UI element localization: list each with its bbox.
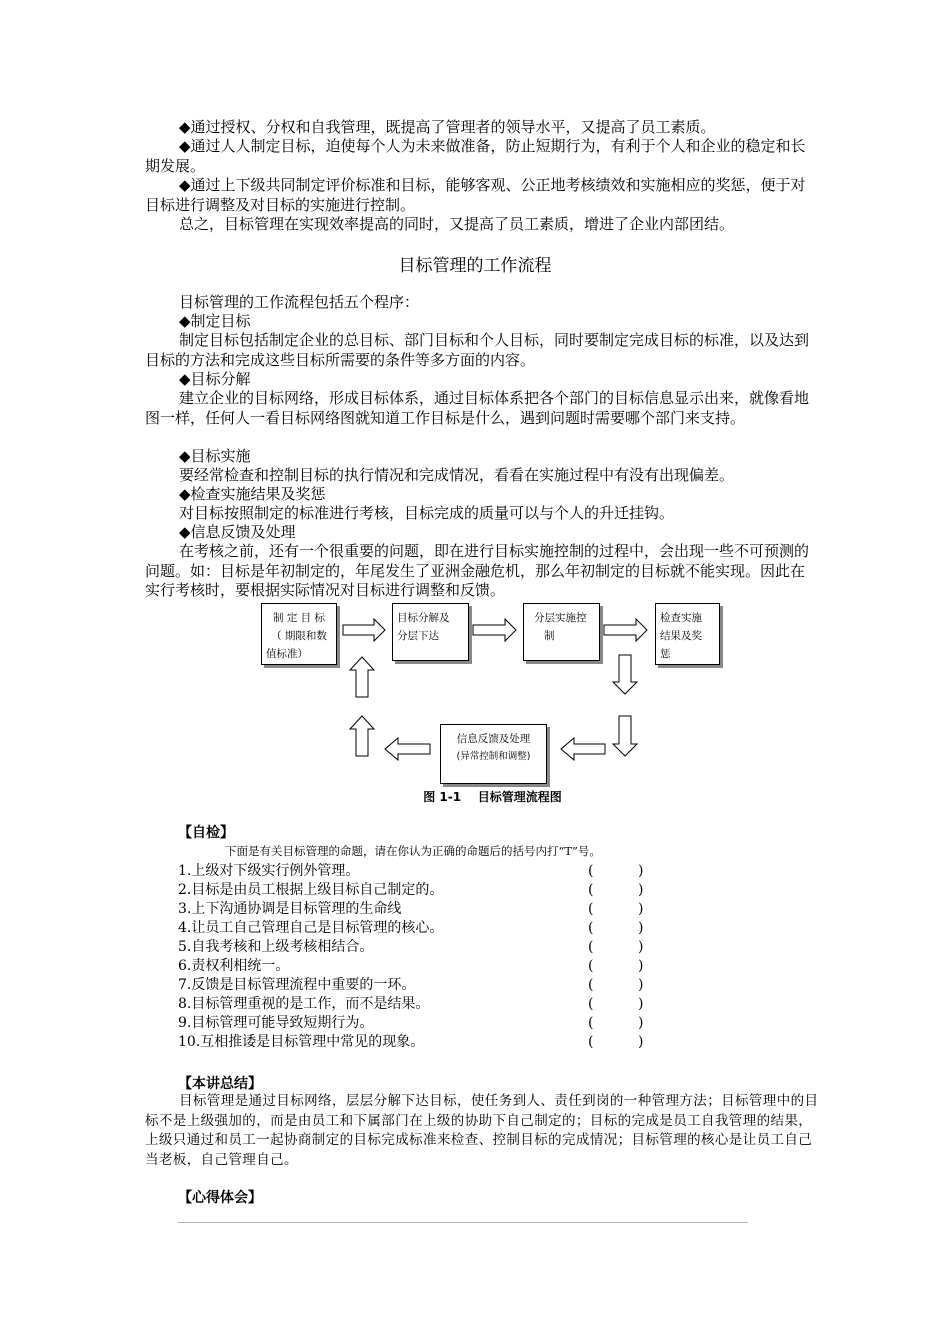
answer-bracket[interactable]: ( ) (588, 901, 644, 917)
answer-bracket[interactable]: ( ) (588, 863, 644, 879)
box1-line2: （ 期限和数 (271, 630, 327, 642)
question-row (178, 938, 658, 957)
arrow-left-2 (385, 738, 430, 760)
flow-box-review (655, 603, 720, 665)
intro-bullet-1: ◆通过授权、分权和自我管理，既提高了管理者的领导水平，又提高了员工素质。 (179, 118, 716, 136)
question-text: 4.让员工自己管理自己是目标管理的核心。 (178, 920, 444, 936)
answer-bracket[interactable]: ( ) (588, 1015, 644, 1031)
arrow-up-2 (350, 657, 374, 697)
box2-line2: 分层下达 (397, 630, 439, 642)
question-text: 5.自我考核和上级考核相结合。 (178, 939, 374, 955)
arrow-up-1 (350, 716, 374, 756)
intro-bullet-3: ◆通过上下级共同制定评价标准和目标，能够客观、公正地考核绩效和实施相应的奖惩，便于对目标进行调整及对目标的实施进行控制。 (145, 176, 806, 214)
question-text: 2.目标是由员工根据上级目标自己制定的。 (178, 882, 444, 898)
arrow-down-2 (613, 716, 637, 756)
question-text: 10.互相推诿是目标管理中常见的现象。 (178, 1034, 425, 1050)
box5-line2: (异常控制和调整) (456, 751, 531, 762)
box4-line3: 惩 (660, 648, 671, 660)
box3-line1: 分层实施控 (534, 612, 587, 624)
arrow-right-3 (604, 619, 647, 641)
question-text: 8.目标管理重视的是工作，而不是结果。 (178, 996, 430, 1012)
workflow-heading: 目标管理的工作流程 (398, 256, 552, 276)
arrow-right-1 (343, 619, 385, 641)
intro-conclusion: 总之，目标管理在实现效率提高的同时，又提高了员工素质，增进了企业内部团结。 (179, 215, 735, 233)
question-row (178, 976, 658, 995)
answer-bracket[interactable]: ( ) (588, 920, 644, 936)
question-text: 9.目标管理可能导致短期行为。 (178, 1015, 374, 1031)
answer-bracket[interactable]: ( ) (588, 939, 644, 955)
flow-box-decompose (392, 603, 469, 661)
question-row (178, 900, 658, 919)
question-text: 7.反馈是目标管理流程中重要的一环。 (178, 977, 416, 993)
answer-bracket[interactable]: ( ) (588, 977, 644, 993)
question-text: 3.上下沟通协调是目标管理的生命线 (178, 901, 402, 917)
question-row (178, 1033, 658, 1052)
self-check-heading: 【自检】 (178, 825, 234, 841)
step1-text: 制定目标包括制定企业的总目标、部门目标和个人目标，同时要制定完成目标的标准，以及达到目标的方法和完成这些目标所需要的条件等多方面的内容。 (145, 331, 810, 369)
box2-line1: 目标分解及 (397, 612, 450, 624)
step5-text: 在考核之前，还有一个很重要的问题，即在进行目标实施控制的过程中，会出现一些不可预测的问题。如：目标是年初制定的，年尾发生了亚洲金融危机，那么年初制定的目标就不能实现。因此在实行考核时，要根据实际情况对目标进行调整和反馈。 (145, 542, 810, 599)
flow-box-feedback (440, 724, 547, 784)
step4-title: ◆检查实施结果及奖惩 (179, 485, 326, 503)
step1-title: ◆制定目标 (179, 312, 251, 330)
step2-title: ◆目标分解 (179, 370, 251, 388)
question-text: 1.上级对下级实行例外管理。 (178, 863, 360, 879)
step2-text: 建立企业的目标网络，形成目标体系，通过目标体系把各个部门的目标信息显示出来，就像看地图一样，任何人一看目标网络图就知道工作目标是什么，遇到问题时需要哪个部门来支持。 (145, 389, 810, 427)
arrow-down-1 (613, 655, 637, 694)
question-text: 6.责权利相统一。 (178, 958, 290, 974)
box4-line2: 结果及奖 (660, 630, 702, 642)
step4-text: 对目标按照制定的标准进行考核，目标完成的质量可以与个人的升迁挂钩。 (179, 504, 675, 522)
summary-heading: 【本讲总结】 (178, 1076, 262, 1092)
question-row (178, 881, 658, 900)
question-row (178, 1014, 658, 1033)
step5-title: ◆信息反馈及处理 (179, 523, 296, 541)
question-row (178, 919, 658, 938)
question-row (178, 957, 658, 976)
workflow-lead: 目标管理的工作流程包括五个程序： (179, 293, 420, 311)
arrow-right-2 (473, 619, 516, 641)
flow-box-implement (523, 603, 600, 661)
answer-bracket[interactable]: ( ) (588, 882, 644, 898)
step3-title: ◆目标实施 (179, 447, 251, 465)
summary-text: 目标管理是通过目标网络，层层分解下达目标，使任务到人、责任到岗的一种管理方法；目标管理中的目标不是上级强加的，而是由员工和下属部门在上级的协助下自己制定的；目标的完成是员工自我管理的结果，上级只通过和员工一起协商制定的目标完成标准来检查、控制目标的完成情况；目标管理的核心是让员工自己当老板，自己管理自己。 (145, 1093, 819, 1168)
flow-box-set-goals (261, 603, 337, 665)
flowchart-caption: 图 1-1 目标管理流程图 (423, 790, 562, 804)
box1-line3: 值标准） (266, 648, 308, 660)
box5-line1: 信息反馈及处理 (456, 733, 531, 745)
answer-bracket[interactable]: ( ) (588, 996, 644, 1012)
arrow-left-1 (561, 738, 605, 760)
step3-text: 要经常检查和控制目标的执行情况和完成情况，看看在实施过程中有没有出现偏差。 (179, 466, 735, 484)
reflection-heading: 【心得体会】 (178, 1190, 262, 1206)
self-check-instruction: 下面是有关目标管理的命题，请在你认为正确的命题后的括号内打“T”号。 (225, 844, 601, 858)
box3-line2: 制 (544, 630, 555, 642)
answer-bracket[interactable]: ( ) (588, 958, 644, 974)
question-row (178, 862, 658, 881)
box4-line1: 检查实施 (660, 612, 702, 624)
question-row (178, 995, 658, 1014)
answer-bracket[interactable]: ( ) (588, 1034, 644, 1050)
box1-line1: 制 定 目 标 (272, 612, 325, 624)
reflection-line[interactable] (178, 1222, 748, 1223)
intro-bullet-2: ◆通过人人制定目标，迫使每个人为未来做准备，防止短期行为，有利于个人和企业的稳定和长期发展。 (145, 137, 806, 175)
